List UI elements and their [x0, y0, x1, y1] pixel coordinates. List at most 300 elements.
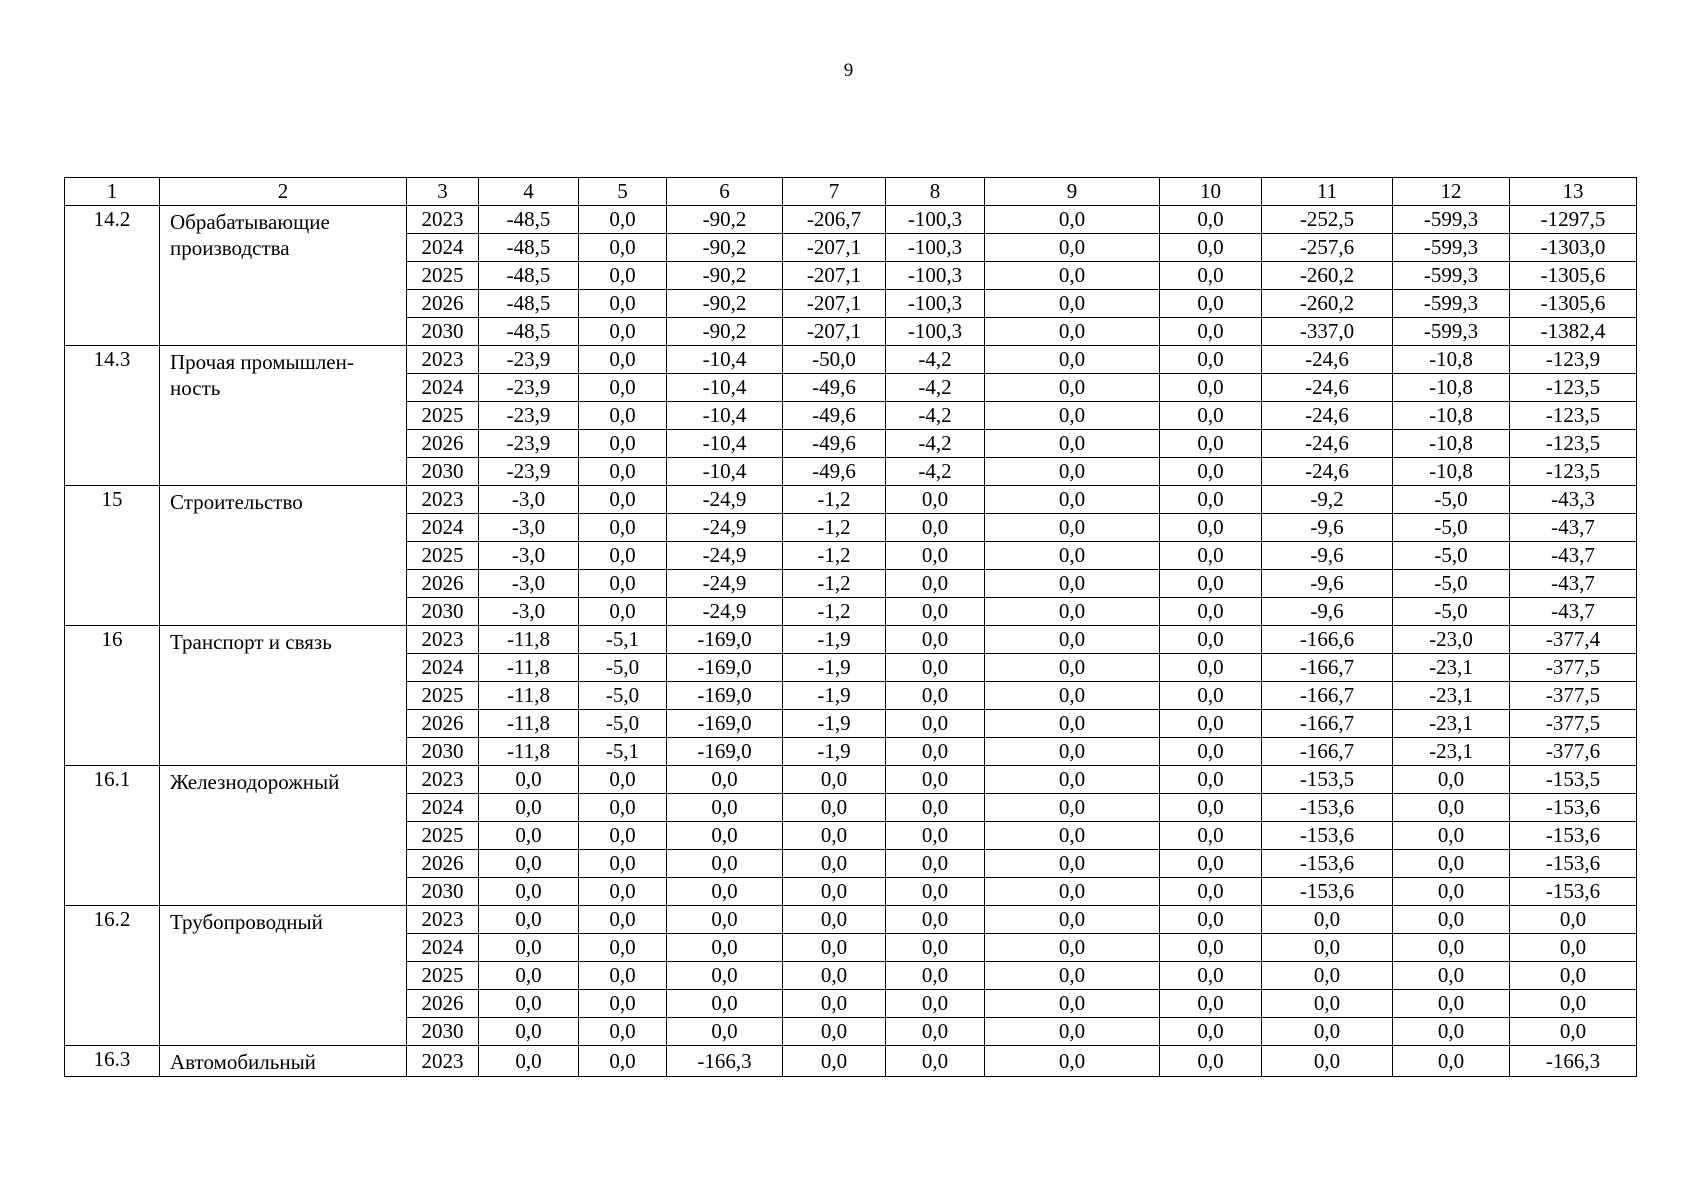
year-cell: 2030 — [407, 318, 479, 346]
value-cell: 0,0 — [1160, 402, 1262, 430]
value-cell: -23,1 — [1393, 654, 1510, 682]
value-cell: -10,4 — [667, 374, 783, 402]
value-cell: -23,9 — [479, 346, 579, 374]
year-cell: 2024 — [407, 654, 479, 682]
value-cell: 0,0 — [985, 262, 1160, 290]
row-code: 14.3 — [65, 346, 160, 486]
value-cell: 0,0 — [579, 430, 667, 458]
value-cell: -48,5 — [479, 290, 579, 318]
value-cell: -3,0 — [479, 542, 579, 570]
value-cell: -377,5 — [1510, 682, 1637, 710]
value-cell: 0,0 — [985, 290, 1160, 318]
value-cell: -207,1 — [783, 318, 886, 346]
year-cell: 2030 — [407, 458, 479, 486]
value-cell: 0,0 — [886, 598, 985, 626]
value-cell: 0,0 — [886, 542, 985, 570]
value-cell: -252,5 — [1262, 206, 1393, 234]
value-cell: 0,0 — [1160, 206, 1262, 234]
value-cell: 0,0 — [479, 906, 579, 934]
value-cell: 0,0 — [1160, 962, 1262, 990]
column-header: 10 — [1160, 178, 1262, 206]
value-cell: -1382,4 — [1510, 318, 1637, 346]
table-row — [65, 766, 1637, 794]
value-cell: -23,1 — [1393, 710, 1510, 738]
value-cell: 0,0 — [579, 234, 667, 262]
value-cell: -153,5 — [1262, 766, 1393, 794]
value-cell: -1,9 — [783, 626, 886, 654]
table-body — [65, 206, 1637, 1077]
value-cell: 0,0 — [579, 1046, 667, 1077]
value-cell: -169,0 — [667, 654, 783, 682]
year-cell: 2023 — [407, 906, 479, 934]
year-cell: 2025 — [407, 542, 479, 570]
value-cell: -377,4 — [1510, 626, 1637, 654]
year-cell: 2026 — [407, 570, 479, 598]
value-cell: -5,0 — [1393, 486, 1510, 514]
value-cell: -90,2 — [667, 206, 783, 234]
value-cell: 0,0 — [985, 318, 1160, 346]
value-cell: 0,0 — [667, 990, 783, 1018]
value-cell: 0,0 — [985, 570, 1160, 598]
value-cell: -1,9 — [783, 738, 886, 766]
value-cell: -257,6 — [1262, 234, 1393, 262]
value-cell: -599,3 — [1393, 290, 1510, 318]
value-cell: 0,0 — [985, 738, 1160, 766]
value-cell: -1,2 — [783, 514, 886, 542]
value-cell: -23,9 — [479, 458, 579, 486]
value-cell: -24,9 — [667, 598, 783, 626]
value-cell: -5,0 — [1393, 542, 1510, 570]
value-cell: -1303,0 — [1510, 234, 1637, 262]
value-cell: 0,0 — [579, 318, 667, 346]
value-cell: 0,0 — [479, 1018, 579, 1046]
value-cell: -5,1 — [579, 738, 667, 766]
value-cell: 0,0 — [1160, 262, 1262, 290]
value-cell: -166,7 — [1262, 710, 1393, 738]
column-header: 5 — [579, 178, 667, 206]
value-cell: 0,0 — [886, 570, 985, 598]
value-cell: 0,0 — [1393, 878, 1510, 906]
value-cell: -206,7 — [783, 206, 886, 234]
value-cell: 0,0 — [1510, 990, 1637, 1018]
year-cell: 2024 — [407, 794, 479, 822]
row-code: 14.2 — [65, 206, 160, 346]
value-cell: 0,0 — [886, 822, 985, 850]
value-cell: -23,9 — [479, 402, 579, 430]
value-cell: 0,0 — [479, 766, 579, 794]
value-cell: 0,0 — [1262, 1018, 1393, 1046]
value-cell: -50,0 — [783, 346, 886, 374]
row-name: Прочая промышлен-ность — [160, 346, 407, 486]
value-cell: -169,0 — [667, 710, 783, 738]
column-header: 2 — [160, 178, 407, 206]
value-cell: 0,0 — [985, 1018, 1160, 1046]
value-cell: 0,0 — [1160, 1018, 1262, 1046]
value-cell: -153,6 — [1262, 850, 1393, 878]
value-cell: 0,0 — [783, 822, 886, 850]
value-cell: -24,6 — [1262, 374, 1393, 402]
value-cell: 0,0 — [579, 906, 667, 934]
value-cell: -1,9 — [783, 682, 886, 710]
value-cell: 0,0 — [579, 794, 667, 822]
value-cell: -260,2 — [1262, 262, 1393, 290]
column-header: 6 — [667, 178, 783, 206]
value-cell: -24,9 — [667, 486, 783, 514]
value-cell: 0,0 — [985, 626, 1160, 654]
value-cell: -337,0 — [1262, 318, 1393, 346]
value-cell: -9,2 — [1262, 486, 1393, 514]
value-cell: -3,0 — [479, 514, 579, 542]
value-cell: -100,3 — [886, 318, 985, 346]
value-cell: -123,5 — [1510, 458, 1637, 486]
column-header: 9 — [985, 178, 1160, 206]
column-header: 11 — [1262, 178, 1393, 206]
value-cell: -1,9 — [783, 654, 886, 682]
year-cell: 2030 — [407, 1018, 479, 1046]
value-cell: -123,5 — [1510, 430, 1637, 458]
value-cell: 0,0 — [783, 850, 886, 878]
column-header: 1 — [65, 178, 160, 206]
value-cell: 0,0 — [1160, 542, 1262, 570]
year-cell: 2023 — [407, 206, 479, 234]
value-cell: 0,0 — [783, 1046, 886, 1077]
value-cell: -166,7 — [1262, 654, 1393, 682]
value-cell: -10,4 — [667, 402, 783, 430]
year-cell: 2025 — [407, 822, 479, 850]
value-cell: 0,0 — [1262, 906, 1393, 934]
year-cell: 2025 — [407, 402, 479, 430]
value-cell: 0,0 — [1160, 290, 1262, 318]
value-cell: 0,0 — [667, 934, 783, 962]
value-cell: -153,6 — [1510, 850, 1637, 878]
value-cell: -49,6 — [783, 374, 886, 402]
value-cell: -23,1 — [1393, 682, 1510, 710]
value-cell: 0,0 — [783, 794, 886, 822]
value-cell: 0,0 — [1160, 626, 1262, 654]
value-cell: -23,9 — [479, 374, 579, 402]
year-cell: 2023 — [407, 766, 479, 794]
value-cell: 0,0 — [985, 346, 1160, 374]
value-cell: 0,0 — [479, 1046, 579, 1077]
year-cell: 2025 — [407, 682, 479, 710]
value-cell: 0,0 — [985, 962, 1160, 990]
value-cell: 0,0 — [1160, 598, 1262, 626]
value-cell: 0,0 — [1160, 766, 1262, 794]
value-cell: -123,5 — [1510, 402, 1637, 430]
value-cell: 0,0 — [1510, 934, 1637, 962]
value-cell: 0,0 — [985, 598, 1160, 626]
value-cell: 0,0 — [579, 374, 667, 402]
value-cell: -24,6 — [1262, 458, 1393, 486]
column-header: 8 — [886, 178, 985, 206]
value-cell: 0,0 — [479, 934, 579, 962]
value-cell: 0,0 — [886, 794, 985, 822]
value-cell: 0,0 — [1160, 822, 1262, 850]
value-cell: -123,9 — [1510, 346, 1637, 374]
value-cell: -48,5 — [479, 206, 579, 234]
value-cell: 0,0 — [985, 654, 1160, 682]
year-cell: 2023 — [407, 346, 479, 374]
value-cell: -4,2 — [886, 430, 985, 458]
value-cell: 0,0 — [886, 710, 985, 738]
value-cell: -4,2 — [886, 402, 985, 430]
value-cell: 0,0 — [1160, 794, 1262, 822]
value-cell: 0,0 — [579, 514, 667, 542]
value-cell: 0,0 — [667, 1018, 783, 1046]
value-cell: -166,3 — [1510, 1046, 1637, 1077]
value-cell: -1,9 — [783, 710, 886, 738]
value-cell: 0,0 — [667, 794, 783, 822]
value-cell: -11,8 — [479, 626, 579, 654]
value-cell: 0,0 — [985, 374, 1160, 402]
value-cell: 0,0 — [783, 962, 886, 990]
value-cell: -3,0 — [479, 598, 579, 626]
year-cell: 2024 — [407, 514, 479, 542]
row-name: Железнодорожный — [160, 766, 407, 906]
value-cell: -153,6 — [1262, 878, 1393, 906]
year-cell: 2023 — [407, 626, 479, 654]
value-cell: -10,8 — [1393, 346, 1510, 374]
value-cell: -1297,5 — [1510, 206, 1637, 234]
value-cell: 0,0 — [985, 682, 1160, 710]
value-cell: 0,0 — [985, 234, 1160, 262]
row-name: Автомобильный — [160, 1046, 407, 1077]
value-cell: 0,0 — [579, 822, 667, 850]
value-cell: 0,0 — [985, 542, 1160, 570]
value-cell: -9,6 — [1262, 598, 1393, 626]
value-cell: 0,0 — [1160, 430, 1262, 458]
page-number: 9 — [843, 60, 854, 81]
row-code: 16.2 — [65, 906, 160, 1046]
value-cell: 0,0 — [667, 822, 783, 850]
column-header: 13 — [1510, 178, 1637, 206]
value-cell: 0,0 — [1160, 570, 1262, 598]
value-cell: 0,0 — [1393, 1018, 1510, 1046]
value-cell: -166,3 — [667, 1046, 783, 1077]
year-cell: 2024 — [407, 374, 479, 402]
value-cell: 0,0 — [479, 878, 579, 906]
value-cell: 0,0 — [1262, 990, 1393, 1018]
value-cell: 0,0 — [667, 766, 783, 794]
value-cell: 0,0 — [886, 1046, 985, 1077]
value-cell: -100,3 — [886, 234, 985, 262]
value-cell: -11,8 — [479, 738, 579, 766]
value-cell: 0,0 — [783, 878, 886, 906]
value-cell: 0,0 — [479, 990, 579, 1018]
value-cell: 0,0 — [1160, 906, 1262, 934]
table-row — [65, 346, 1637, 374]
value-cell: -207,1 — [783, 290, 886, 318]
value-cell: -10,8 — [1393, 374, 1510, 402]
value-cell: -169,0 — [667, 738, 783, 766]
header-row — [65, 178, 1637, 206]
value-cell: -5,1 — [579, 626, 667, 654]
value-cell: 0,0 — [479, 794, 579, 822]
value-cell: -10,4 — [667, 458, 783, 486]
value-cell: 0,0 — [1393, 906, 1510, 934]
value-cell: -48,5 — [479, 318, 579, 346]
value-cell: -5,0 — [579, 710, 667, 738]
value-cell: 0,0 — [783, 934, 886, 962]
value-cell: 0,0 — [886, 486, 985, 514]
value-cell: -4,2 — [886, 374, 985, 402]
value-cell: -3,0 — [479, 570, 579, 598]
value-cell: 0,0 — [985, 794, 1160, 822]
column-header: 4 — [479, 178, 579, 206]
value-cell: 0,0 — [886, 682, 985, 710]
value-cell: 0,0 — [783, 1018, 886, 1046]
value-cell: 0,0 — [1393, 822, 1510, 850]
table-row — [65, 906, 1637, 934]
value-cell: -23,1 — [1393, 738, 1510, 766]
column-header: 3 — [407, 178, 479, 206]
row-name: Строительство — [160, 486, 407, 626]
year-cell: 2023 — [407, 1046, 479, 1077]
value-cell: 0,0 — [985, 906, 1160, 934]
value-cell: -10,8 — [1393, 458, 1510, 486]
row-code: 15 — [65, 486, 160, 626]
value-cell: 0,0 — [1393, 850, 1510, 878]
value-cell: 0,0 — [886, 934, 985, 962]
year-cell: 2026 — [407, 290, 479, 318]
value-cell: -90,2 — [667, 290, 783, 318]
value-cell: -43,7 — [1510, 514, 1637, 542]
value-cell: -48,5 — [479, 234, 579, 262]
table-row — [65, 206, 1637, 234]
value-cell: 0,0 — [985, 850, 1160, 878]
table-header — [65, 178, 1637, 206]
value-cell: 0,0 — [1160, 486, 1262, 514]
value-cell: 0,0 — [579, 1018, 667, 1046]
value-cell: -100,3 — [886, 206, 985, 234]
value-cell: -1,2 — [783, 598, 886, 626]
value-cell: -153,6 — [1510, 878, 1637, 906]
value-cell: 0,0 — [886, 654, 985, 682]
value-cell: 0,0 — [579, 206, 667, 234]
value-cell: 0,0 — [667, 906, 783, 934]
value-cell: 0,0 — [1160, 374, 1262, 402]
value-cell: 0,0 — [579, 850, 667, 878]
value-cell: 0,0 — [1160, 738, 1262, 766]
value-cell: 0,0 — [1160, 990, 1262, 1018]
value-cell: -11,8 — [479, 654, 579, 682]
value-cell: 0,0 — [1393, 794, 1510, 822]
value-cell: 0,0 — [667, 850, 783, 878]
value-cell: -377,5 — [1510, 710, 1637, 738]
value-cell: -5,0 — [1393, 514, 1510, 542]
value-cell: 0,0 — [1160, 458, 1262, 486]
value-cell: 0,0 — [1262, 1046, 1393, 1077]
value-cell: -169,0 — [667, 682, 783, 710]
value-cell: 0,0 — [1393, 1046, 1510, 1077]
value-cell: 0,0 — [1160, 682, 1262, 710]
value-cell: 0,0 — [985, 206, 1160, 234]
value-cell: 0,0 — [1160, 234, 1262, 262]
value-cell: 0,0 — [579, 598, 667, 626]
value-cell: 0,0 — [1160, 318, 1262, 346]
value-cell: -153,6 — [1262, 794, 1393, 822]
value-cell: 0,0 — [783, 906, 886, 934]
value-cell: 0,0 — [1262, 962, 1393, 990]
column-header: 7 — [783, 178, 886, 206]
value-cell: 0,0 — [479, 822, 579, 850]
year-cell: 2026 — [407, 430, 479, 458]
value-cell: -599,3 — [1393, 206, 1510, 234]
value-cell: 0,0 — [579, 990, 667, 1018]
value-cell: -123,5 — [1510, 374, 1637, 402]
value-cell: 0,0 — [1160, 346, 1262, 374]
value-cell: -23,0 — [1393, 626, 1510, 654]
value-cell: 0,0 — [1160, 934, 1262, 962]
value-cell: 0,0 — [579, 878, 667, 906]
value-cell: 0,0 — [479, 962, 579, 990]
value-cell: -43,7 — [1510, 570, 1637, 598]
value-cell: -10,4 — [667, 346, 783, 374]
row-code: 16 — [65, 626, 160, 766]
value-cell: -1,2 — [783, 542, 886, 570]
value-cell: -24,9 — [667, 514, 783, 542]
value-cell: -10,8 — [1393, 430, 1510, 458]
value-cell: 0,0 — [1160, 850, 1262, 878]
value-cell: -5,0 — [579, 654, 667, 682]
value-cell: 0,0 — [1510, 906, 1637, 934]
value-cell: 0,0 — [1510, 1018, 1637, 1046]
value-cell: -5,0 — [1393, 570, 1510, 598]
value-cell: 0,0 — [985, 766, 1160, 794]
value-cell: 0,0 — [579, 346, 667, 374]
value-cell: -166,7 — [1262, 682, 1393, 710]
value-cell: 0,0 — [985, 402, 1160, 430]
value-cell: 0,0 — [886, 766, 985, 794]
value-cell: -9,6 — [1262, 570, 1393, 598]
value-cell: -5,0 — [1393, 598, 1510, 626]
row-code: 16.3 — [65, 1046, 160, 1077]
value-cell: -90,2 — [667, 234, 783, 262]
row-name: Трубопроводный — [160, 906, 407, 1046]
value-cell: 0,0 — [985, 1046, 1160, 1077]
value-cell: -90,2 — [667, 318, 783, 346]
value-cell: 0,0 — [886, 878, 985, 906]
value-cell: -49,6 — [783, 458, 886, 486]
value-cell: -11,8 — [479, 710, 579, 738]
value-cell: 0,0 — [579, 458, 667, 486]
value-cell: 0,0 — [579, 486, 667, 514]
value-cell: -3,0 — [479, 486, 579, 514]
value-cell: 0,0 — [886, 1018, 985, 1046]
value-cell: -4,2 — [886, 458, 985, 486]
value-cell: 0,0 — [985, 486, 1160, 514]
year-cell: 2030 — [407, 598, 479, 626]
value-cell: -599,3 — [1393, 234, 1510, 262]
value-cell: -377,5 — [1510, 654, 1637, 682]
year-cell: 2030 — [407, 738, 479, 766]
value-cell: 0,0 — [579, 766, 667, 794]
year-cell: 2026 — [407, 710, 479, 738]
value-cell: -5,0 — [579, 682, 667, 710]
value-cell: 0,0 — [985, 430, 1160, 458]
value-cell: -43,7 — [1510, 598, 1637, 626]
value-cell: 0,0 — [1160, 1046, 1262, 1077]
value-cell: -599,3 — [1393, 262, 1510, 290]
value-cell: 0,0 — [886, 962, 985, 990]
year-cell: 2026 — [407, 990, 479, 1018]
value-cell: 0,0 — [783, 990, 886, 1018]
year-cell: 2024 — [407, 934, 479, 962]
value-cell: -153,6 — [1510, 822, 1637, 850]
value-cell: 0,0 — [985, 990, 1160, 1018]
value-cell: -100,3 — [886, 290, 985, 318]
value-cell: -43,7 — [1510, 542, 1637, 570]
